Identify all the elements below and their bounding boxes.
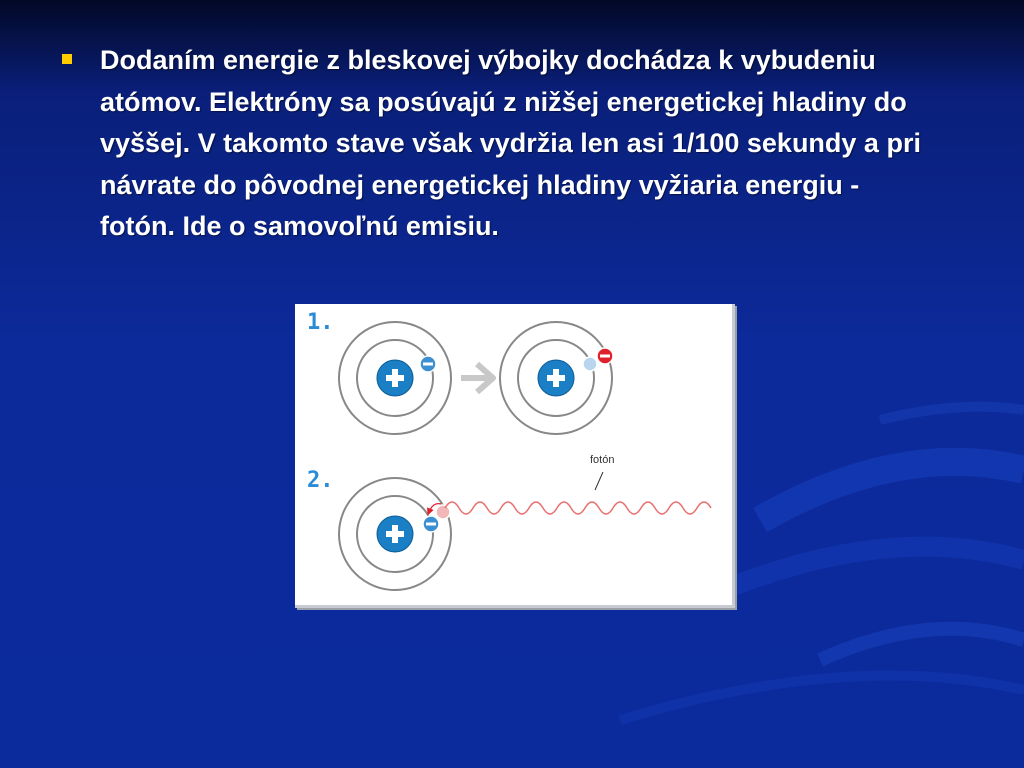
bullet-item <box>62 40 962 248</box>
bullet-text: Dodaním energie z bleskovej výbojky dochádza k vybudeniu atómov. Elektróny sa posúvajú z nižšej energetickej hladiny do vyššej. V takomto stave však vydržia len asi 1/100 sekundy a pri návrate do pôvodnej energetickej hladiny vyžiaria energiu - fotón. Ide o samovoľnú emisiu. <box>100 45 921 241</box>
faded-excited-electron-icon <box>436 505 450 519</box>
figure-graphic <box>295 304 735 608</box>
spontaneous-emission-figure <box>295 304 735 608</box>
atom-emitting <box>339 478 451 590</box>
photon-pointer-line <box>595 472 603 490</box>
transition-arrow-icon <box>461 364 493 392</box>
atom-excited-state <box>500 322 613 434</box>
photon-label: fotón <box>590 454 615 466</box>
step-2-label: 2. <box>307 468 334 493</box>
step-1-label: 1. <box>307 310 334 335</box>
atom-ground-state <box>339 322 451 434</box>
photon-wave <box>445 502 711 514</box>
faded-electron-icon <box>583 357 597 371</box>
bullet-square-icon <box>62 54 72 64</box>
